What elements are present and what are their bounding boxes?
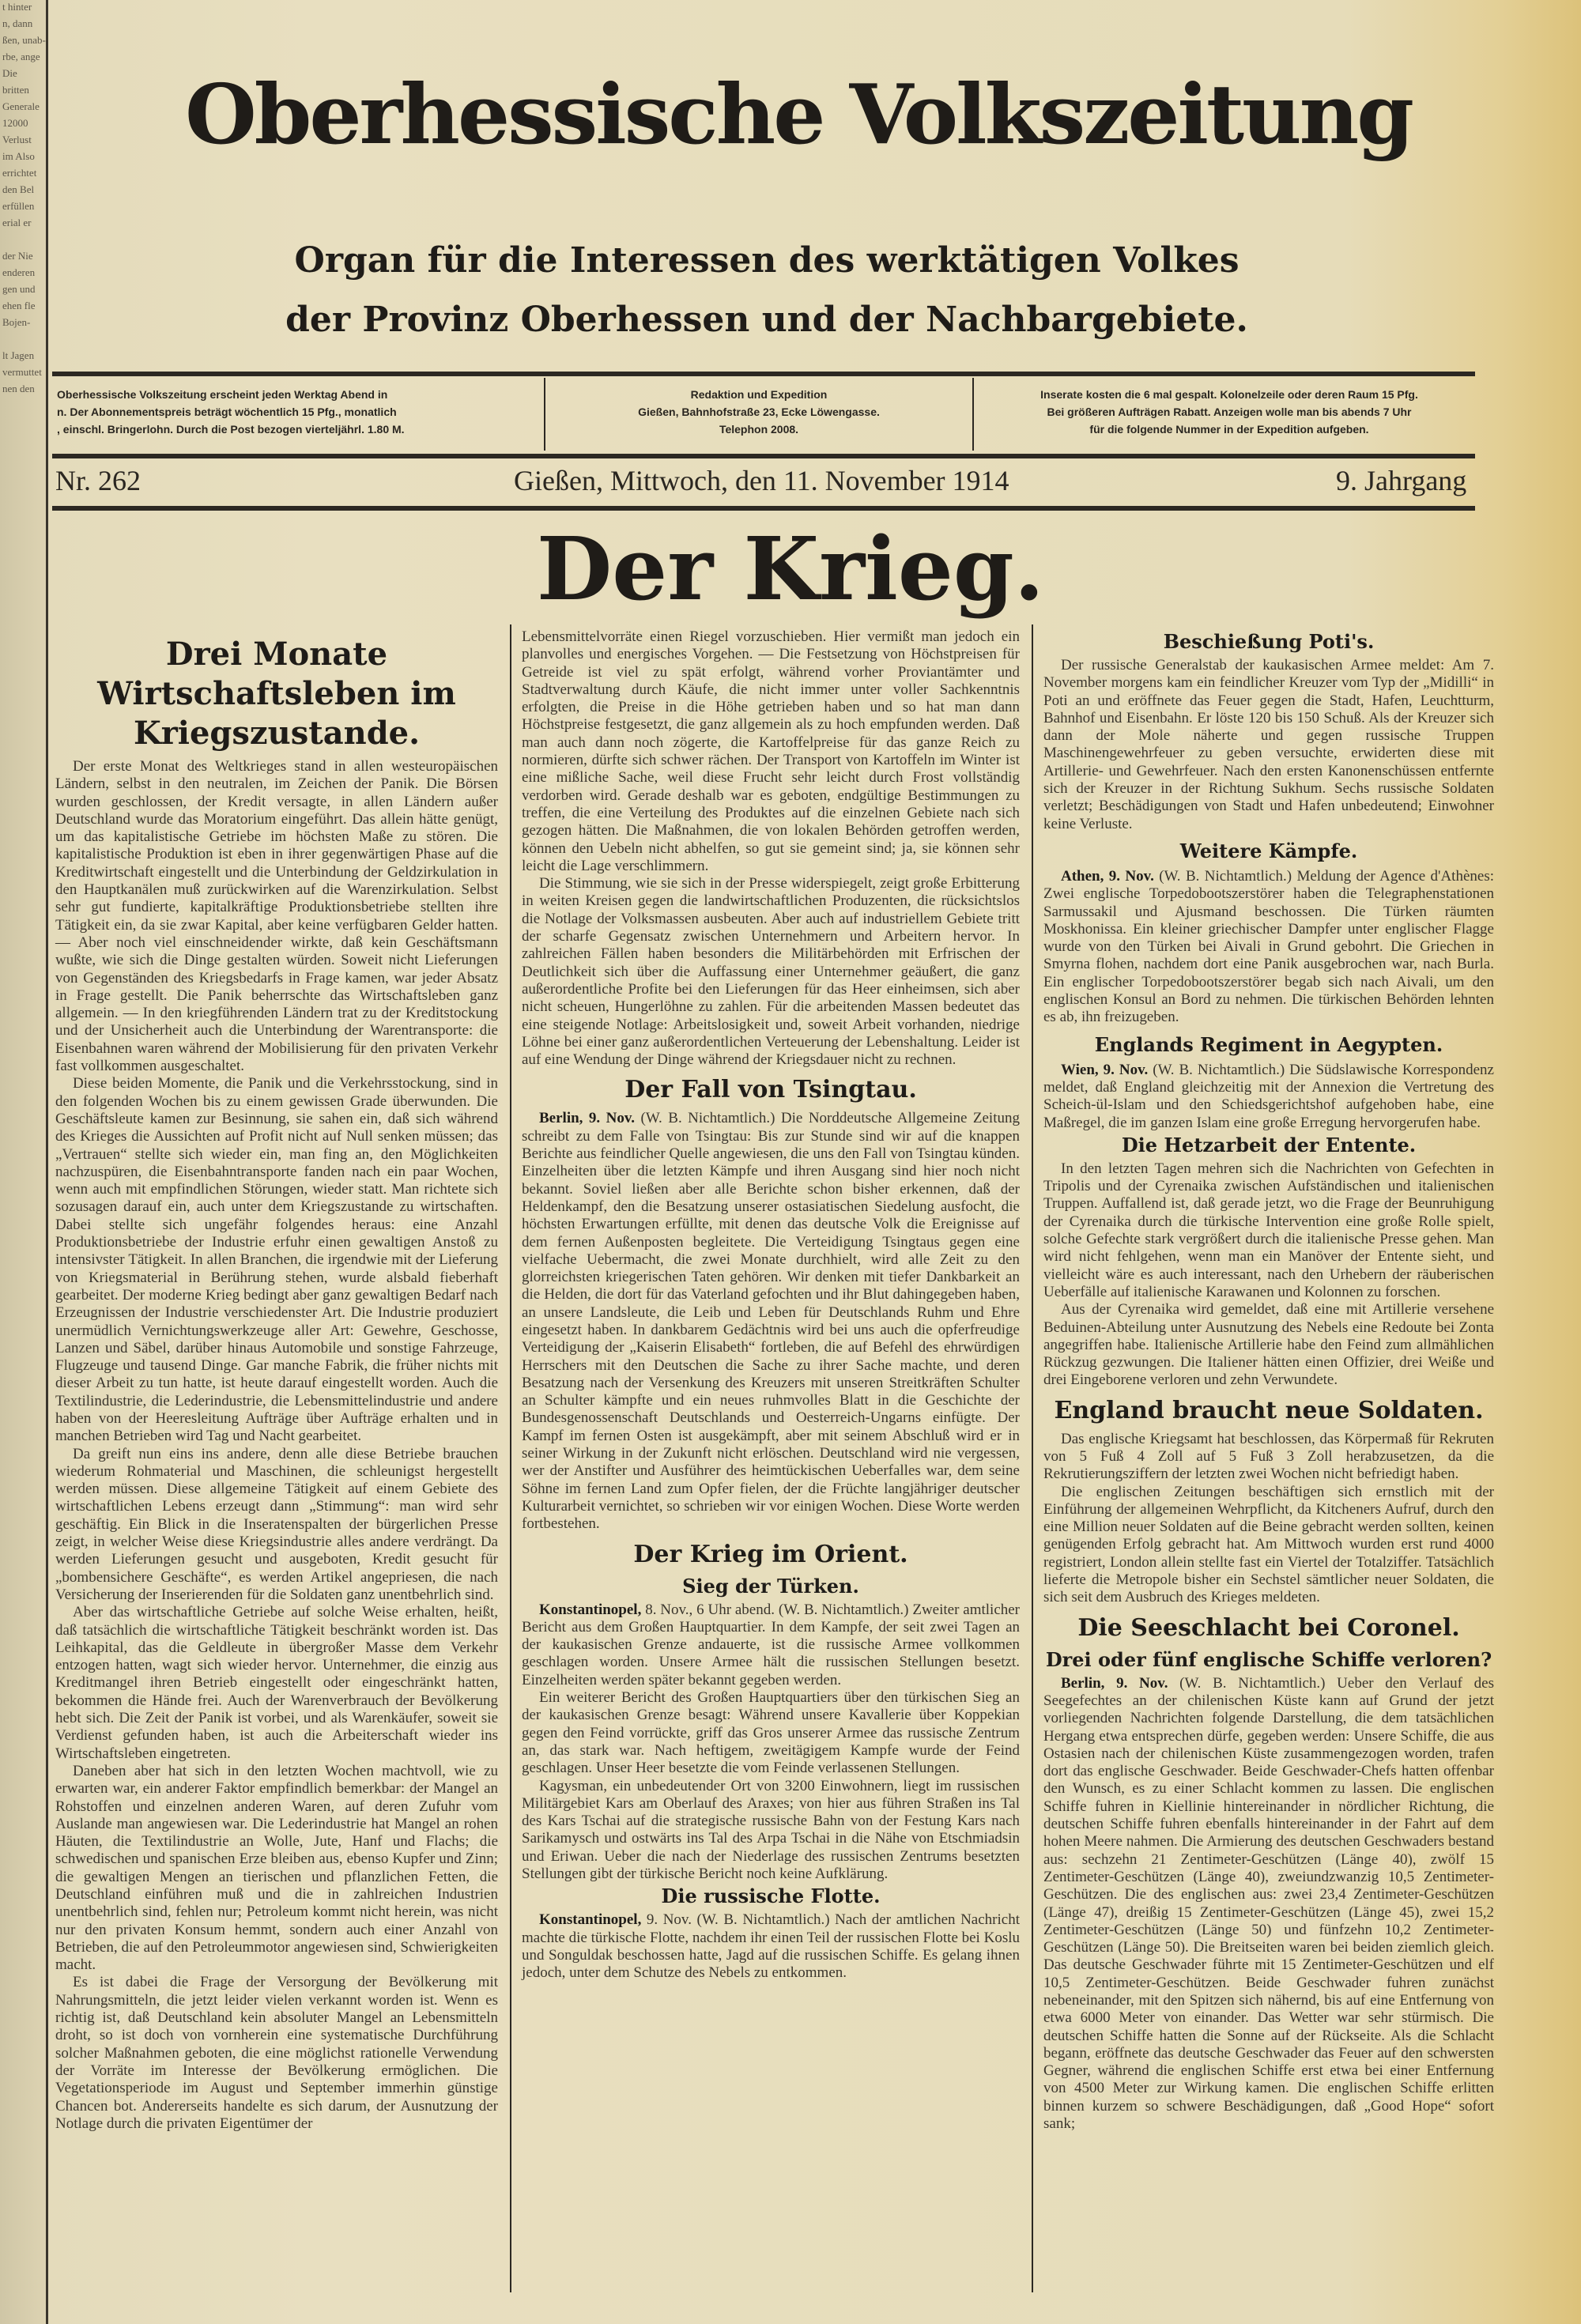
article-headline: Die russische Flotte. [661, 1884, 881, 1908]
article-paragraph: Der erste Monat des Weltkrieges stand in allen westeuropäischen Ländern, selbst in den neutralen, im Zeichen der Panik. Die Börsen wurden geschlossen, der Kredit versagte, in allen Ländern außer Deutschland wurde das Moratorium eingeführt. Das allein hätte genügt, um das kapitalistische Getriebe im höchsten Maße zu stören. Die kapitalistische Produktion ist eben in ihrer gegenwärtigen Phase auf die Kreditwirtschaft eingestellt und die Unterbindung der Geldzirkulation in den Hauptkanälen muß zurückwirken auf die Warenzirkulation. Selbst sehr gut fundierte, kapitalkräftige Produktionsbetriebe stellten ihre Tätigkeit ein, da sie zwar Kapital, aber keine verfügbaren Gelder hatten. — Aber noch viel einschneidender wirkte, daß kein Geschäftsmann wußte, wie sich die Dinge gestalten würden. Soweit nicht Lieferungen von Gegenständen des Kriegsbedarfs in Frage kamen, war jeder Absatz in Frage gestellt. Die Panik beherrschte das Wirtschaftsleben ganz allgemein. — In den kriegführenden Ländern trat zu der Kreditstockung und der Unsicherheit auch die Unterbindung der Warentransporte: die Eisenbahnen waren während der Mobilisierung für den privaten Verkehr fast vollkommen ausgeschaltet. [55, 758, 498, 1075]
article-paragraph [1043, 1062, 1494, 1132]
edge-fragment: im Also [2, 150, 35, 162]
article-headline: Die Hetzarbeit der Entente. [1121, 1133, 1417, 1156]
article-text: (W. B. Nichtamtlich.) Die Norddeutsche Allgemeine Zeitung schreibt zu dem Falle von Tsingtau: Bis zur Stunde sind wir auf die knappen Berichte aus feindlicher Quelle angewiesen, die uns den Fall von Tsingtau künden. Einzelheiten über die letzten Kämpfe und ihren Ausgang sind hier noch nicht bekannt. Soviel ließen aber alle Berichte schon bisher erkennen, daß der Heldenkampf, den die Besatzung unserer ostasiatischen Siedelung ausfocht, die höchsten Erwartungen erfüllte, mit denen das deutsche Volk die Ereignisse auf dem fernen Außenposten begleitete. Die Verteidigung Tsingtaus gegen eine vielfache Uebermacht, die zwei Monate durchhielt, wird alle Zeit zu den glorreichsten kriegerischen Taten gehören. Wir denken mit tiefer Dankbarkeit an die Helden, die dort für das Vaterland gefochten und ihr Blut dahingegeben haben, an unsere Landsleute, die Leib und Leben für Deutschlands Ruhm und Ehre eingesetzt haben. In dankbarem Gedächtnis wird bei uns auch die opferfreudige Verteidigung der „Kaiserin Elisabeth“ fortleben, die auf Befehl des ehrwürdigen Herrschers mit den Deutschen die Sache zu ihrer Sache machte, und deren Besatzung nach der Versenkung des Kreuzers mit unseren Streitkräften Schulter an Schulter kämpfte und ein neues ruhmvolles Blatt in die Geschichte der Bundesgenossenschaft Deutschlands und Oesterreich-Ungarns einfügte. Der Kampf im fernen Osten ist ausgekämpft, aber mit seinem Abschluß wird er in seiner Wirkung in der Zukunft nicht erlöschen. Deutschland wird nie vergessen, wer der Anstifter und Ausführer des heimtückischen Ueberfalles war, dem seine Söhne im fernen Land zum Opfer fielen, der die Früchte langjähriger deutscher Kulturarbeit vernichtet, so schrieben wir vor einigen Wochen. Diese Worte werden fortbestehen. [522, 1110, 1020, 1533]
article-headline: Drei Monate Wirtschaftsleben im Kriegszustande. [97, 636, 456, 752]
column-1 [55, 628, 498, 2133]
edge-fragment: erial er [2, 217, 32, 228]
edge-fragment: Die [2, 67, 17, 79]
info-line: Bei größeren Aufträgen Rabatt. Anzeigen wolle man bis abends 7 Uhr [1047, 406, 1412, 418]
article-text: 8. Nov., 6 Uhr abend. (W. B. Nichtamtlich.) Zweiter amtlicher Bericht aus dem Großen Hauptquartier. In dem Kampfe, der seit zwei Tagen an der kaukasischen Grenze andauerte, ist die russische Armee vollkommen geschlagen worden. Unsere Armee hält die russischen Stellungen besetzt. Einzelheiten werden später bekannt gegeben werden. [522, 1601, 1021, 1688]
article-paragraph: Da greift nun eins ins andere, denn alle diese Betriebe brauchen wiederum Rohmaterial und Maschinen, die schleunigst hergestellt werden müssen. Diese allgemeine Tätigkeit auf einem Gebiete des wirtschaftlichen Lebens erzeugt dann „Stimmung“: man wird sehr geschäftig. Ein Blick in die Inseratenspalten der bürgerlichen Presse zeigt, in welcher Weise diese Kriegsindustrie alles andere verdrängt. Da werden Lieferungen gesucht und ausgeboten, Kredit gesucht für „bombensichere Geschäfte“, es werden Artikel angepriesen, die nach Versicherung der Inserierenden für die Soldaten ganz unentbehrlich sind. [55, 1445, 498, 1603]
edge-fragment [0, 332, 46, 345]
dateline: Berlin, 9. Nov. [539, 1110, 636, 1127]
place-date: Gießen, Mittwoch, den 11. November 1914 [514, 465, 1009, 496]
info-line: Gießen, Bahnhofstraße 23, Ecke Löwengasse. [638, 406, 880, 418]
edge-fragment: erfüllen [2, 200, 35, 212]
article-paragraph: Die englischen Zeitungen beschäftigen sich ernstlich mit der Einführung der allgemeinen Wehrpflicht, da Kitcheners Aufruf, durch den eine Million neuer Soldaten auf die Beine gebracht werden sollten, keinen genügenden Erfolg gebracht hat. Am Mittwoch wurden erst rund 4000 registriert, London allein stellte fast ein Viertel der Totalziffer. Tatsächlich lieferte die Metropole bisher ein Sechstel sämtlicher neuer Soldaten, die sich seit dem Ausbruch des Krieges meldeten. [1043, 1483, 1494, 1606]
edge-fragment: 12000 [2, 117, 28, 129]
column-2 [522, 628, 1020, 1982]
article-text: (W. B. Nichtamtlich.) Meldung der Agence d'Athènes: Zwei englische Torpedobootszerstörer haben die Telegraphenstationen Sarmussakil und Ajusmand beschossen. Die Türken räumten Moskhonissa. Ein kleiner griechischer Dampfer unter englischer Flagge wurde von den Türken bei Aivali in Grund gebohrt. Die Griechen in Smyrna flohen, nachdem dort eine Panik ausgebrochen war, nach Burla. Ein englischer Torpedobootszerstörer begab sich nach Aivali, um den englischen Konsul an Bord zu nehmen. Die türkischen Behörden lehnten es ab, ihn freizugeben. [1043, 867, 1494, 1026]
article-paragraph: In den letzten Tagen mehren sich die Nachrichten von Gefechten in Tripolis und der Cyrenaika zwischen Aufständischen und italienischen Truppen. Auffallend ist, daß gerade jetzt, wo die Frage der Beunruhigung der Cyrenaika durch die türkische Intervention eine große Rolle spielt, solche Gefechte stark vergrößert durch die italienische Presse gehen. Man wird nicht fehlgehen, wenn man ein Manöver der Entente sieht, und vielleicht wäre es auch interessant, nach den Urhebern der räuberischen Ueberfälle auf italienische Karawanen und Kolonnen zu forschen. [1043, 1160, 1494, 1300]
dateline: Konstantinopel, [539, 1911, 642, 1929]
divider-vertical [972, 378, 974, 451]
edge-fragment [0, 398, 46, 412]
edge-fragment: lt Jagen [2, 349, 35, 361]
article-headline: England braucht neue Soldaten. [1054, 1396, 1484, 1424]
article-text: (W. B. Nichtamtlich.) Die Südslawische Korrespondenz meldet, daß England gleichzeitig mit der Annexion die Vertretung des Scheich-ül-Islam und den Schiedsgerichtshof aufgehoben habe, eine Maßregel, die im ganzen Islam eine große Erregung hervorgerufen habe. [1043, 1061, 1494, 1131]
masthead-title: Oberhessische Volkszeitung [185, 66, 1412, 163]
article-paragraph: Diese beiden Momente, die Panik und die Verkehrsstockung, sind in den folgenden Wochen bis zu einem gewissen Grade überwunden. Die Geschäftsleute kamen zur Besinnung, sie sahen ein, daß sich während des Krieges die Aussichten auf Profit nicht auf Null senken müssen; das „Vertrauen“ stellte sich wieder ein, man fing an, den Möglichkeiten nachzuspüren, die Eisenbahntransporte fanden nach ein paar Wochen, wenn auch mit empfindlichen Störungen, wieder statt. Man richtete sich sozusagen darauf ein, auch unter dem Kriegszustande zu wirtschaften. Dabei stellte sich ungefähr folgendes heraus: eine Anzahl Produktionsbetriebe der Industrie erfuhr einen gewaltigen Anstoß zu intensivster Tätigkeit. In allen Branchen, die irgendwie mit der Lieferung von Kriegsmaterial in Berührung stehen, wurde alsbald fieberhaft gearbeitet. Der moderne Krieg bedingt aber ganz gewaltigen Bedarf nach Erzeugnissen der Industrie verschiedenster Art. Die Industrie produziert unermüdlich Vernichtungswerkzeuge aller Art: Gewehre, Geschosse, Lanzen und Säbel, darüber hinaus Automobile und sonstige Fahrzeuge, Flugzeuge und tausend Dinge. Gar manche Fabrik, die früher nichts mit dieser Arbeit zu tun hatte, ist heute darauf eingestellt worden. Auch die Textilindustrie, die Lederindustrie, die Lebensmittelindustrie und andere haben von der Heeresleitung Aufträge über Aufträge erhalten und in manchen Betrieben wird Tag und Nacht gearbeitet. [55, 1075, 498, 1445]
article-headline: Die Seeschlacht bei Coronel. [1077, 1613, 1460, 1642]
dateline: Konstantinopel, [539, 1601, 642, 1618]
info-line: Oberhessische Volkszeitung erscheint jeden Werktag Abend in [57, 388, 388, 401]
article-paragraph: Lebensmittelvorräte einen Riegel vorzuschieben. Hier vermißt man jedoch ein planvolles und energisches Vorgehen. — Die Festsetzung von Höchstpreisen für Getreide ist viel zu spät erfolgt, während vorher Proviantämter und Stadtverwaltung durch Käufe, die nicht immer unter voller Sachkenntnis erfolgten, die Preise in die Höhe getrieben haben und so hat man dann Höchstpreise festgesetzt, die ganz allgemein als zu hoch empfunden werden. Daß man auch dann noch zögerte, die Kartoffelpreise für das ganze Reich zu normieren, dürfte sich schwer rächen. Der Transport von Kartoffeln im Winter ist eine mißliche Sache, weil diese Frucht sehr leicht durch Frost vollständig verdorben wird. Gerade deshalb war es geboten, endgültige Bestimmungen zu treffen, die eine Verteilung des Produktes auf die einzelnen Gebiete nach sich gezogen hätten. Die Maßnahmen, die von lokalen Behörden getroffen werden, können den Uebeln nicht abhelfen, so gut sie gemeint sind; ja, sie können sehr leicht die Lage verschlimmern. [522, 628, 1020, 874]
editorial-address-box [553, 386, 964, 443]
info-line: n. Der Abonnementspreis beträgt wöchentlich 15 Pfg., monatlich [57, 406, 397, 418]
info-line: Inserate kosten die 6 mal gespalt. Kolonelzeile oder deren Raum 15 Pfg. [1040, 388, 1418, 401]
issue-number: Nr. 262 [55, 465, 141, 496]
edge-fragment: nen den [2, 383, 35, 394]
edge-fragment [0, 232, 46, 246]
main-headline: Der Krieg. [536, 518, 1045, 620]
subscription-info-box [57, 386, 531, 443]
column-divider [1032, 624, 1033, 2292]
advertising-info-box [984, 386, 1474, 443]
article-subheadline: Drei oder fünf englische Schiffe verloren? [1045, 1647, 1492, 1671]
info-line: Redaktion und Expedition [690, 388, 828, 401]
divider-rule [52, 372, 1475, 376]
info-line: , einschl. Bringerlohn. Durch die Post bezogen vierteljährl. 1.80 M. [57, 423, 405, 436]
edge-fragment: errichtet [2, 167, 37, 179]
edge-fragment [0, 415, 46, 428]
edge-fragment: ehen fle [2, 300, 36, 311]
volume: 9. Jahrgang [1336, 465, 1467, 496]
edge-fragment: Generale [2, 100, 40, 112]
edge-fragment: rbe, ange [2, 51, 40, 62]
info-line: Telephon 2008. [719, 423, 799, 436]
column-3 [1043, 628, 1494, 2133]
article-paragraph: Ein weiterer Bericht des Großen Hauptquartiers über den türkischen Sieg an der kaukasischen Grenze besagt: Während unsere Kavallerie über Koppekian gegen den Feind vorrückte, griff das Gros unserer Armee das russische Zentrum an, das stark war. Nach heftigem, zweitägigem Kampfe wurde der Feind geschlagen. Unser Heer besetzte die vom Feinde verlassenen Stellungen. [522, 1689, 1020, 1777]
dateline: Athen, 9. Nov. [1061, 867, 1154, 885]
info-line: für die folgende Nummer in der Expedition aufgeben. [1089, 423, 1369, 436]
dateline: Wien, 9. Nov. [1061, 1061, 1149, 1078]
edge-fragment: britten [2, 84, 29, 96]
edge-fragment: gen und [2, 283, 36, 295]
edge-fragment: enderen [2, 266, 36, 278]
article-paragraph: Daneben aber hat sich in den letzten Wochen machtvoll, wie zu erwarten war, ein anderer Faktor empfindlich bemerkbar: der Mangel an Rohstoffen und einzelnen anderen Waren, auf deren Zufuhr vom Auslande man angewiesen war. Die Lederindustrie hat Mangel an rohen Häuten, die Textilindustrie an Wolle, Jute, Hanf und Flachs; die schwedischen und spanischen Erze bleiben aus, ebenso Kupfer und Zinn; die gewaltigen Mengen an tierischen und pflanzlichen Fetten, die Deutschland einführen muß und die in zahlreichen Industrien unentbehrlich sind, fehlen nur; Petroleum kommt nicht herein, was nicht nur den privaten Konsum hemmt, sondern auch einer Anzahl von Betrieben, die auf den Petroleummotor angewiesen sind, Schwierigkeiten macht. [55, 1762, 498, 1974]
edge-fragment: Verlust [2, 134, 32, 145]
edge-fragment: den Bel [2, 183, 35, 195]
article-headline: Beschießung Poti's. [1163, 630, 1375, 653]
masthead-subtitle-2: der Provinz Oberhessen und der Nachbargebiete. [285, 300, 1248, 340]
article-paragraph [1043, 868, 1494, 1027]
edge-fragment: ßen, unab- [2, 34, 46, 46]
article-paragraph: Aus der Cyrenaika wird gemeldet, daß eine mit Artillerie versehene Beduinen-Abteilung unter Ausnutzung des Nebels eine Redoute bei Zonta angegriffen habe. Italienische Artillerie habe den Feind zum allmählichen Rückzug gezwungen. Die Italiener hätten einen Offizier, drei Weiße und drei Eingeborene verloren und zehn Verwundete. [1043, 1301, 1494, 1389]
article-paragraph: Kagysman, ein unbedeutender Ort von 3200 Einwohnern, liegt im russischen Militärgebiet Kars am Oberlauf des Araxes; von hier aus führen Straßen ins Tal des Kars Tschai auf die strategische russische Bahn von der Festung Kars nach Sarikamysch und ostwärts ins Tal des Arpa Tschai in die Nähe von Etschmiadsin und Eriwan. Ueber die nach der Niederlage des russischen Zentrums besetzten Stellungen gibt der türkische Bericht noch keine Aufklärung. [522, 1777, 1020, 1882]
article-paragraph [522, 1602, 1020, 1689]
article-headline: Weitere Kämpfe. [1179, 839, 1358, 862]
article-paragraph: Das englische Kriegsamt hat beschlossen, das Körpermaß für Rekruten von 5 Fuß 4 Zoll auf 5 Fuß 3 Zoll herabzusetzen, da die Rekrutierungsziffern der letzten zwei Wochen nicht befriedigt haben. [1043, 1430, 1494, 1483]
article-headline: Englands Regiment in Aegypten. [1094, 1032, 1443, 1056]
article-text: (W. B. Nichtamtlich.) Ueber den Verlauf des Seegefechtes an der chilenischen Küste kann auf Grund der jetzt vorliegenden Nachrichten folgende Darstellung, die dem tatsächlichen Hergang etwa entsprechen dürfe, gegeben werden: Unsere Schiffe, die aus Ostasien nach der chilenischen Küste zusammengezogen worden, trafen dort das englische Geschwader. Beide Geschwader-Chefs hatten offenbar den Wunsch, es zu einer Schlacht kommen zu lassen. Die englischen Schiffe fuhren in Kiellinie hintereinander in nördlicher Richtung, die deutschen Schiffe fuhren ebenfalls hintereinander in der Fahrt auf dem hohen Meere nahmen. Die Armierung des deutschen Geschwaders bestand aus: sechzehn 21 Zentimeter-Geschützen (Länge 40), zwölf 15 Zentimeter-Geschützen (Länge 40), zweiundzwanzig 10,5 Zentimeter-Geschützen. Die des englischen aus: zwei 23,4 Zentimeter-Geschützen (Länge 47), dreißig 15 Zentimeter-Geschützen (Länge 45), zwei 15,2 Zentimeter-Geschützen (Länge 50) und fünfzehn 10,2 Zentimeter-Geschützen (Länge 50). Die Breitseiten waren bei beiden ziemlich gleich. Das deutsche Geschwader führte mit 15 Zentimeter-Geschützen und elf 10,5 Zentimeter-Geschützen. Beide Geschwader fuhren zunächst nebeneinander, mit den Spitzen sich nähernd, bis auf eine Entfernung von etwa 6000 Meter von einander. Das Wetter war sehr stürmisch. Die deutschen Schiffe hatten die Sonne auf der Rückseite. Als die Schlacht begann, eröffnete das deutsche Geschwader das Feuer auf den schwersten Gegner, während die englischen Schiffe erst etwa bei einer Entfernung von 4500 Meter zur Wirkung kamen. Die englischen Schiffe erlitten binnen kurzem so schwere Beschädigungen, daß „Good Hope“ sofort sank; [1043, 1674, 1494, 2133]
edge-fragment: t hinter [2, 1, 32, 13]
article-headline: Der Krieg im Orient. [633, 1540, 908, 1568]
edge-fragment: Bojen- [2, 316, 31, 328]
dateline: Berlin, 9. Nov. [1061, 1674, 1168, 1692]
article-paragraph [522, 1110, 1020, 1533]
article-headline: Der Fall von Tsingtau. [624, 1076, 917, 1104]
edge-fragment: vermuttet [2, 366, 42, 378]
divider-rule [52, 506, 1475, 511]
edge-fragment: n, dann [2, 17, 33, 29]
article-paragraph: Der russische Generalstab der kaukasischen Armee meldet: Am 7. November morgens kam ein feindlicher Kreuzer vom Typ der „Midilli“ in Poti an und eröffnete das Feuer gegen die Stadt, Hafen, Leuchtturm, Bahnhof und Eisenbahn. Er löste 120 bis 150 Schuß. Als der Kreuzer sich dann der Mole näherte und gegen russische Truppen Maschinengewehrfeuer zu geben versuchte, erwiderten diese mit Artillerie- und Gewehrfeuer. Nach den ersten Kanonenschüssen entfernte sich der Kreuzer in der Richtung Sukhum. Sechs russische Soldaten verletzt; Beschädigungen von Stadt und Hafen unbedeutend; Einwohner keine Verluste. [1043, 657, 1494, 832]
article-text: 9. Nov. (W. B. Nichtamtlich.) Nach der amtlichen Nachricht machte die türkische Flotte, nachdem ihr einen Teil der russischen Flotte bei Koslu und Songuldak beschossen hatte, Jagd auf die russischen Schiffe. Es gelang ihnen jedoch, unter dem Schutze des Nebels zu entkommen. [522, 1911, 1020, 1982]
article-paragraph: Die Stimmung, wie sie sich in der Presse widerspiegelt, zeigt große Erbitterung in weiten Kreisen gegen die landwirtschaftlichen Produzenten, die rücksichtslos die Notlage der Volksmassen ausbeuten. Aber auch auf industriellem Gebiete tritt der scharfe Gegensatz zwischen Unternehmern und Arbeitern hervor. In zahlreichen Fällen haben besonders die Militärbehörden mit Erfrischen der Deutlichkeit sich über die Auffassung einer Unternehmer geäußert, die ganz außerordentliche Profite bei den Lieferungen für das Heer einheimsen, sich aber nicht scheuen, Hungerlöhne zu zahlen. Für die arbeitenden Massen bedeutet das eine steigende Notlage: Arbeitslosigkeit und, soweit Arbeit vorhanden, niedrige Löhne bei einer ganz außerordentlichen Verteuerung der Lebenshaltung. Leider ist auf eine Wendung der Dinge während der Kriegsdauer nicht zu rechnen. [522, 875, 1020, 1069]
article-paragraph: Es ist dabei die Frage der Versorgung der Bevölkerung mit Nahrungsmitteln, die jetzt leider vielen verkannt worden ist. Wenn es richtig ist, daß Deutschland kein absoluter Mangel an Lebensmitteln droht, so ist doch von vornherein eine systematische Durchführung solcher Maßnahmen geboten, die eine möglichst rationelle Verwendung der Vorräte im Interesse der Bevölkerung ermöglichen. Die Vegetationsperiode im August und September immerhin günstige Chancen bot. Andererseits handelte es sich darum, der Ausnutzung der Notlage durch die privaten Eigentümer der [55, 1974, 498, 2132]
column-divider [510, 624, 511, 2292]
adjacent-page-edge [0, 0, 48, 2324]
article-paragraph: Aber das wirtschaftliche Getriebe auf solche Weise erhalten, heißt, daß tatsächlich die wirtschaftliche Tätigkeit beschränkt worden ist. Das Leihkapital, das die Geldleute in übergroßer Masse dem Verkehr entzogen hatten, wagt sich wieder hervor. Unternehmer, die einzig aus Kreditmangel ihren Betrieb eingestellt oder eingeschränkt hatten, bekommen die Hände frei. Auch der Warenverbrauch der Bevölkerung hebt sich. Die Zeit der Panik ist vorbei, und als Warenkäufer, soweit sie Verdienst gefunden haben, ist auch die Arbeiterschaft wieder ins Wirtschaftsleben eingetreten. [55, 1604, 498, 1762]
divider-rule [52, 454, 1475, 458]
divider-vertical [544, 378, 545, 451]
masthead-subtitle-1: Organ für die Interessen des werktätigen Volkes [294, 240, 1240, 281]
article-paragraph [522, 1911, 1020, 1982]
article-paragraph [1043, 1675, 1494, 2133]
edge-fragment: der Nie [2, 250, 33, 262]
article-subheadline: Sieg der Türken. [682, 1574, 859, 1598]
